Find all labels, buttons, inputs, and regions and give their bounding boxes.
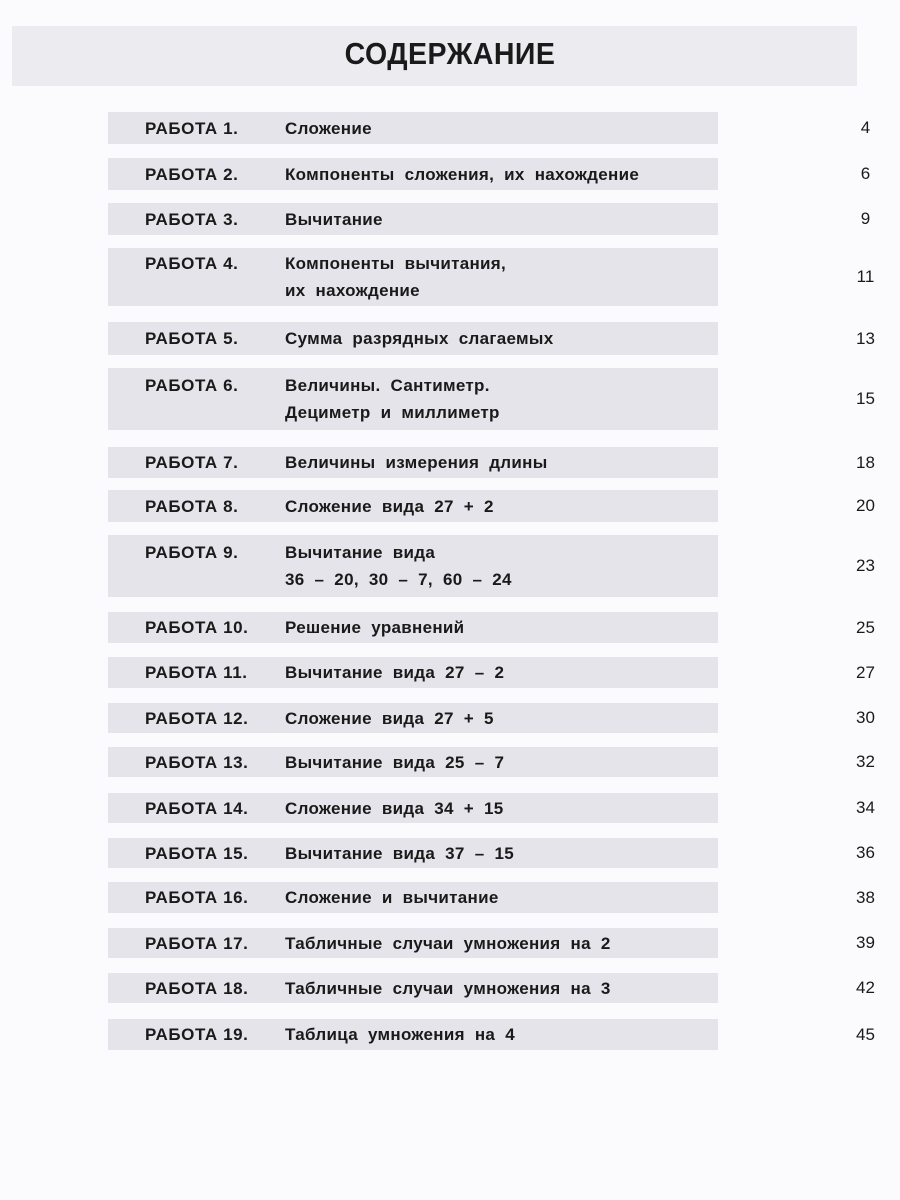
entry-label: РАБОТА 12. xyxy=(145,708,249,728)
entry-page-number: 9 xyxy=(860,209,871,228)
entry-title: Сложение вида 27 + 2 xyxy=(285,496,494,516)
entry-title: Величины. Сантиметр. Дециметр и миллиметр xyxy=(285,376,500,422)
toc-entry xyxy=(108,447,875,478)
entry-label: РАБОТА 5. xyxy=(145,329,239,348)
entry-page-number: 39 xyxy=(856,933,875,952)
entry-title: Таблица умножения на 4 xyxy=(285,1025,515,1044)
entry-label: РАБОТА 3. xyxy=(145,209,239,229)
toc-entry xyxy=(108,112,871,144)
entry-title: Вычитание xyxy=(285,209,383,229)
toc-entry xyxy=(108,882,875,913)
entry-label: РАБОТА 10. xyxy=(145,618,249,637)
toc-entry xyxy=(108,838,875,868)
entry-page-number: 42 xyxy=(856,978,875,997)
toc-entry xyxy=(108,535,875,597)
entry-page-number: 15 xyxy=(856,389,875,408)
entry-page-number: 20 xyxy=(856,496,875,515)
entry-label: РАБОТА 15. xyxy=(145,843,249,863)
entry-label: РАБОТА 2. xyxy=(145,164,239,184)
entry-title: Табличные случаи умножения на 3 xyxy=(285,978,611,998)
entry-label: РАБОТА 11. xyxy=(145,663,248,682)
entry-title: Сложение и вычитание xyxy=(285,888,499,907)
entry-title: Решение уравнений xyxy=(285,618,465,637)
toc-entry xyxy=(108,1019,875,1050)
entry-label: РАБОТА 17. xyxy=(145,933,249,953)
entry-title: Вычитание вида 25 – 7 xyxy=(285,752,505,772)
entry-title: Сложение xyxy=(285,118,372,138)
entry-page-number: 6 xyxy=(860,164,871,183)
toc-entry xyxy=(108,248,875,306)
entry-title: Величины измерения длины xyxy=(285,453,548,472)
entry-page-number: 18 xyxy=(856,452,875,472)
entry-page-number: 36 xyxy=(856,843,875,862)
entry-title: Компоненты вычитания, их нахождение xyxy=(285,254,507,300)
entry-page-number: 45 xyxy=(856,1024,875,1044)
entry-label: РАБОТА 8. xyxy=(145,496,239,516)
toc-entry xyxy=(108,490,875,522)
entry-label: РАБОТА 6. xyxy=(145,376,239,395)
entry-label: РАБОТА 9. xyxy=(145,543,239,562)
entry-label: РАБОТА 16. xyxy=(145,888,249,907)
toc-entry xyxy=(108,368,875,430)
entry-title: Вычитание вида 36 – 20, 30 – 7, 60 – 24 xyxy=(285,543,512,589)
entry-label: РАБОТА 14. xyxy=(145,798,249,818)
entry-page-number: 30 xyxy=(856,708,875,727)
toc-entry xyxy=(108,747,875,777)
entry-title: Сложение вида 34 + 15 xyxy=(285,798,504,818)
page-title: СОДЕРЖАНИЕ xyxy=(344,36,556,71)
entry-page-number: 13 xyxy=(856,328,875,348)
entry-title: Вычитание вида 37 – 15 xyxy=(285,843,514,863)
entry-label: РАБОТА 7. xyxy=(145,453,239,472)
entry-label: РАБОТА 4. xyxy=(145,254,239,273)
toc-entry xyxy=(108,612,875,643)
entry-page-number: 25 xyxy=(856,617,875,637)
entry-label: РАБОТА 19. xyxy=(145,1025,249,1044)
toc-entry xyxy=(108,928,875,958)
entry-page-number: 38 xyxy=(856,887,875,907)
entry-title: Компоненты сложения, их нахождение xyxy=(285,164,640,184)
toc-entry xyxy=(108,322,875,355)
entry-page-number: 23 xyxy=(856,556,875,575)
toc-entry xyxy=(108,657,875,688)
toc-entry xyxy=(108,703,875,733)
toc-entry xyxy=(108,793,875,823)
entry-page-number: 34 xyxy=(856,798,875,817)
toc-entry xyxy=(108,203,871,235)
entry-title: Сумма разрядных слагаемых xyxy=(285,329,554,348)
entry-page-number: 11 xyxy=(856,267,875,286)
entry-title: Вычитание вида 27 – 2 xyxy=(285,663,505,682)
toc-entry xyxy=(108,973,875,1003)
entry-title: Табличные случаи умножения на 2 xyxy=(285,933,611,953)
entry-page-number: 32 xyxy=(856,752,875,771)
entry-label: РАБОТА 1. xyxy=(145,118,239,138)
entry-label: РАБОТА 13. xyxy=(145,752,249,772)
entry-label: РАБОТА 18. xyxy=(145,978,249,998)
entry-title: Сложение вида 27 + 5 xyxy=(285,708,494,728)
entry-page-number: 27 xyxy=(856,662,875,682)
entry-page-number: 4 xyxy=(860,118,871,137)
toc-entry xyxy=(108,158,871,190)
